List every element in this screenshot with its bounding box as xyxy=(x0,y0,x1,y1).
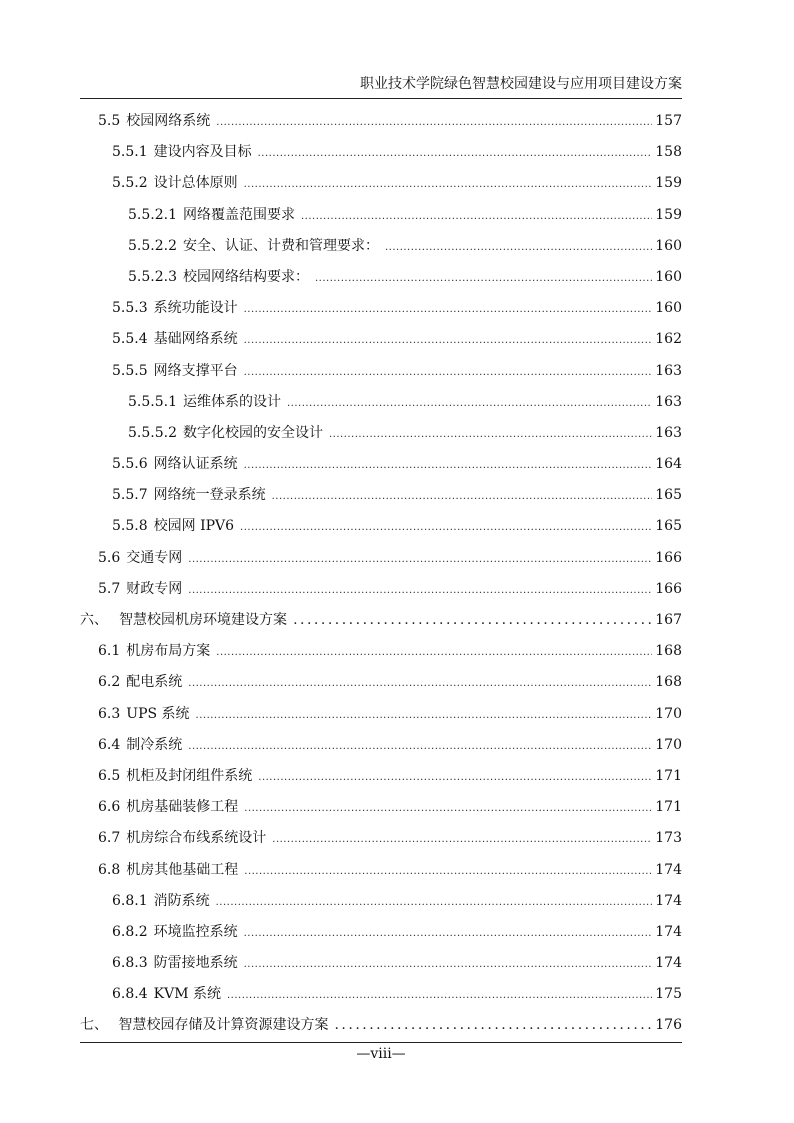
toc-entry-title: 机房基础装修工程 xyxy=(126,799,239,816)
toc-dot-leader xyxy=(196,700,653,731)
toc-entry-number: 5.5.2 xyxy=(112,175,148,192)
toc-entry[interactable] xyxy=(80,137,682,168)
toc-entry-page-number: 160 xyxy=(655,237,682,254)
toc-dot-leader xyxy=(287,388,652,419)
toc-entry-page-number: 160 xyxy=(655,268,682,285)
toc-entry-page-number: 173 xyxy=(655,830,682,847)
toc-dot-leader xyxy=(188,668,652,699)
toc-entry-number: 5.7 xyxy=(98,580,121,597)
toc-entry-page-number: 166 xyxy=(655,549,682,566)
toc-entry[interactable] xyxy=(80,262,682,293)
toc-dot-leader xyxy=(244,169,653,200)
toc-entry[interactable] xyxy=(80,543,682,574)
running-header: 职业技术学院绿色智慧校园建设与应用项目建设方案 xyxy=(360,76,682,92)
toc-entry[interactable] xyxy=(80,699,682,730)
toc-entry-page-number: 160 xyxy=(655,300,682,317)
table-of-contents xyxy=(80,106,682,1042)
toc-dot-leader xyxy=(385,232,652,263)
toc-entry-title: 校园网络系统 xyxy=(126,113,211,129)
toc-entry[interactable] xyxy=(80,792,682,823)
toc-dot-leader xyxy=(244,918,653,949)
toc-entry-number: 6.2 xyxy=(98,674,121,691)
toc-entry-number: 5.5.6 xyxy=(112,456,148,473)
toc-entry-page-number: 168 xyxy=(655,643,682,660)
toc-dot-leader xyxy=(216,107,652,138)
toc-entry-number: 5.5.2.3 xyxy=(128,268,177,285)
toc-entry-title: 机房综合布线系统设计 xyxy=(126,830,267,847)
toc-entry-number: 6.8.2 xyxy=(112,923,148,940)
toc-entry[interactable] xyxy=(80,231,682,262)
toc-entry[interactable] xyxy=(80,667,682,698)
toc-entry-number: 5.5.2.2 xyxy=(128,237,177,254)
toc-entry-page-number: 159 xyxy=(655,175,682,192)
toc-entry-title: 运维体系的设计 xyxy=(182,393,281,410)
toc-entry[interactable] xyxy=(80,168,682,199)
toc-entry-title: 基础网络系统 xyxy=(153,331,238,348)
toc-entry-number: 七、 xyxy=(80,1017,108,1034)
toc-entry-number: 5.5.4 xyxy=(112,331,148,348)
toc-entry-page-number: 164 xyxy=(655,456,682,473)
toc-entry[interactable] xyxy=(80,948,682,979)
toc-dot-leader xyxy=(244,325,653,356)
toc-entry-title: 智慧校园存储及计算资源建设方案 xyxy=(118,1017,329,1034)
header-rule xyxy=(80,98,682,99)
toc-entry[interactable] xyxy=(80,574,682,605)
toc-entry-title: 设计总体原则 xyxy=(153,175,238,192)
toc-entry[interactable] xyxy=(80,106,682,137)
toc-entry-number: 6.3 xyxy=(98,705,121,722)
toc-entry-title: 防雷接地系统 xyxy=(153,955,238,972)
toc-dot-leader xyxy=(315,263,652,294)
toc-entry-title: 网络认证系统 xyxy=(153,456,238,473)
page-number: —viii— xyxy=(356,1046,406,1062)
toc-entry[interactable] xyxy=(80,449,682,480)
toc-entry-number: 6.6 xyxy=(98,799,121,816)
toc-entry-page-number: 166 xyxy=(655,580,682,597)
toc-entry-page-number: 165 xyxy=(655,487,682,504)
toc-entry-title: 环境监控系统 xyxy=(153,923,238,940)
toc-entry-page-number: 174 xyxy=(655,892,682,909)
toc-dot-leader xyxy=(188,731,652,762)
toc-entry[interactable] xyxy=(80,324,682,355)
toc-entry[interactable] xyxy=(80,855,682,886)
toc-entry[interactable] xyxy=(80,917,682,948)
toc-entry-title: 校园网络结构要求： xyxy=(182,268,309,285)
toc-entry-number: 6.4 xyxy=(98,736,121,753)
toc-entry-page-number: 171 xyxy=(655,799,682,816)
toc-entry-title: 机房其他基础工程 xyxy=(126,861,239,878)
toc-entry-page-number: 171 xyxy=(655,767,682,784)
toc-dot-leader xyxy=(244,357,653,388)
toc-dot-leader xyxy=(216,637,652,668)
toc-entry-page-number: 175 xyxy=(655,986,682,1003)
toc-entry-page-number: 163 xyxy=(655,362,682,379)
toc-dot-leader xyxy=(272,481,653,512)
toc-entry-number: 5.6 xyxy=(98,549,121,566)
toc-entry-number: 6.8.1 xyxy=(112,892,148,909)
toc-entry-number: 5.5.5.1 xyxy=(128,393,177,410)
toc-entry-page-number: 168 xyxy=(655,674,682,691)
toc-dot-leader xyxy=(244,793,652,824)
toc-entry-title: 配电系统 xyxy=(126,674,183,691)
toc-dot-leader xyxy=(272,824,652,855)
toc-entry[interactable] xyxy=(80,356,682,387)
toc-entry-number: 5.5.1 xyxy=(112,144,148,161)
toc-entry-title: 消防系统 xyxy=(153,892,210,909)
toc-dot-leader xyxy=(188,575,652,606)
toc-dot-leader xyxy=(244,294,653,325)
toc-entry-page-number: 165 xyxy=(655,518,682,535)
toc-entry[interactable] xyxy=(80,979,682,1010)
toc-dot-leader xyxy=(244,949,653,980)
toc-dot-leader xyxy=(258,762,652,793)
toc-dot-leader xyxy=(227,980,652,1011)
toc-entry-title: 网络统一登录系统 xyxy=(153,487,266,504)
toc-entry-page-number: 174 xyxy=(655,955,682,972)
toc-entry[interactable] xyxy=(80,761,682,792)
toc-entry-title: 机柜及封闭组件系统 xyxy=(126,767,253,784)
toc-entry-page-number: 158 xyxy=(655,144,682,161)
toc-entry-title: 网络支撑平台 xyxy=(153,362,238,379)
toc-entry[interactable] xyxy=(80,823,682,854)
toc-dot-leader xyxy=(240,512,652,543)
toc-entry[interactable] xyxy=(80,387,682,418)
toc-entry-page-number: 163 xyxy=(655,393,682,410)
toc-dot-leader xyxy=(244,450,653,481)
toc-entry-number: 6.1 xyxy=(98,643,121,660)
toc-entry-title: 财政专网 xyxy=(126,580,183,597)
toc-dot-leader xyxy=(188,544,652,575)
toc-entry-title: 网络覆盖范围要求 xyxy=(182,206,295,223)
toc-entry-number: 6.8 xyxy=(98,861,121,878)
toc-entry-number: 5.5.8 xyxy=(112,518,148,535)
toc-entry[interactable] xyxy=(80,511,682,542)
toc-dot-leader xyxy=(244,856,652,887)
toc-entry-page-number: 157 xyxy=(655,113,682,129)
toc-entry-number: 5.5.7 xyxy=(112,487,148,504)
toc-dot-leader xyxy=(258,138,653,169)
toc-entry-number: 6.8.3 xyxy=(112,955,148,972)
toc-entry[interactable] xyxy=(80,293,682,324)
toc-entry-page-number: 162 xyxy=(655,331,682,348)
toc-entry-title: 数字化校园的安全设计 xyxy=(182,424,323,441)
toc-dot-leader xyxy=(334,1010,652,1041)
toc-entry[interactable] xyxy=(80,730,682,761)
toc-entry-page-number: 170 xyxy=(655,736,682,753)
footer-rule xyxy=(80,1042,682,1043)
toc-entry[interactable] xyxy=(80,200,682,231)
toc-entry-number: 6.5 xyxy=(98,767,121,784)
toc-dot-leader xyxy=(301,201,652,232)
toc-entry-number: 六、 xyxy=(80,612,108,628)
toc-dot-leader xyxy=(216,887,653,918)
toc-entry-title: 制冷系统 xyxy=(126,736,183,753)
toc-entry[interactable] xyxy=(80,886,682,917)
toc-entry-title: 系统功能设计 xyxy=(153,300,238,317)
toc-entry-number: 5.5.5 xyxy=(112,362,148,379)
toc-entry-title: KVM 系统 xyxy=(153,986,221,1003)
toc-entry-page-number: 174 xyxy=(655,861,682,878)
toc-entry-page-number: 167 xyxy=(655,612,682,628)
toc-entry[interactable] xyxy=(80,605,682,636)
toc-entry-title: UPS 系统 xyxy=(126,705,190,722)
toc-entry-page-number: 170 xyxy=(655,705,682,722)
toc-entry-title: 机房布局方案 xyxy=(126,643,211,660)
toc-entry-number: 5.5 xyxy=(98,113,121,129)
toc-entry-number: 5.5.3 xyxy=(112,300,148,317)
toc-entry[interactable] xyxy=(80,418,682,449)
toc-entry-page-number: 174 xyxy=(655,923,682,940)
toc-entry-title: 智慧校园机房环境建设方案 xyxy=(119,612,288,628)
toc-entry-number: 6.7 xyxy=(98,830,121,847)
toc-entry-title: 校园网 IPV6 xyxy=(153,518,235,535)
toc-entry-title: 建设内容及目标 xyxy=(153,144,252,161)
toc-entry-title: 交通专网 xyxy=(126,549,183,566)
toc-entry[interactable] xyxy=(80,636,682,667)
toc-entry[interactable] xyxy=(80,1010,682,1041)
toc-entry[interactable] xyxy=(80,480,682,511)
toc-entry-number: 5.5.2.1 xyxy=(128,206,177,223)
toc-dot-leader xyxy=(329,419,652,450)
toc-entry-number: 5.5.5.2 xyxy=(128,424,177,441)
toc-entry-title: 安全、认证、计费和管理要求： xyxy=(182,237,379,254)
toc-entry-page-number: 163 xyxy=(655,424,682,441)
toc-entry-number: 6.8.4 xyxy=(112,986,148,1003)
toc-dot-leader xyxy=(293,605,652,636)
toc-entry-page-number: 176 xyxy=(655,1017,682,1034)
toc-entry-page-number: 159 xyxy=(655,206,682,223)
